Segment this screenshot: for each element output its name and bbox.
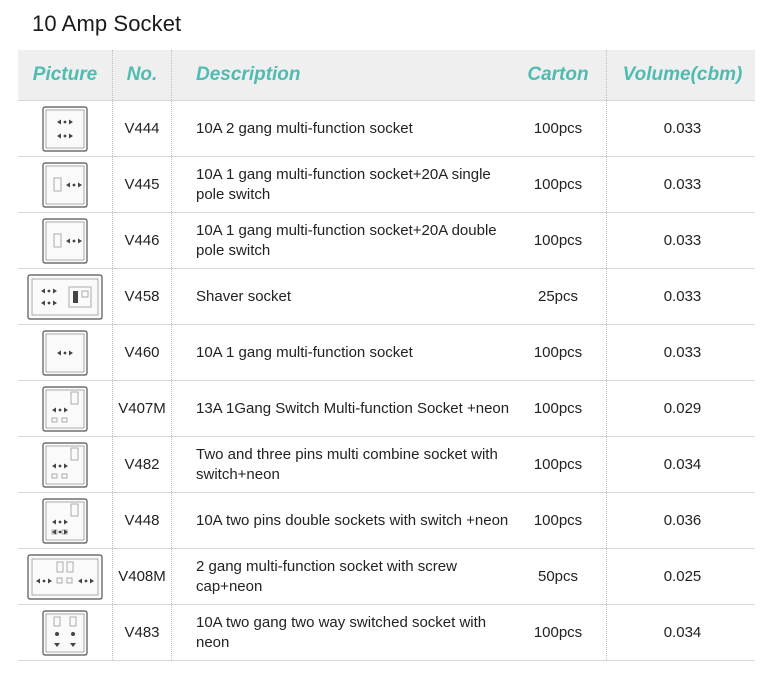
picture-cell	[18, 157, 113, 212]
carton-quantity-cell	[510, 157, 607, 212]
single-socket-plate-icon	[42, 330, 88, 376]
volume-cbm-cell	[607, 157, 758, 212]
product-description: 2 gang multi-function socket with screw cap+neon	[196, 557, 457, 595]
carton-quantity: 100pcs	[533, 344, 583, 361]
volume-cbm-cell	[607, 101, 758, 156]
volume-cbm: 0.033	[663, 344, 702, 361]
product-number: V446	[124, 232, 160, 249]
product-description-cell	[172, 269, 510, 324]
product-description: 10A 2 gang multi-function socket	[196, 119, 413, 137]
table-row	[18, 437, 755, 493]
table-row	[18, 605, 755, 661]
product-number: V460	[124, 344, 160, 361]
carton-quantity: 100pcs	[533, 232, 583, 249]
product-description-cell	[172, 325, 510, 380]
header-picture: Picture	[32, 64, 98, 85]
header-no: No.	[126, 64, 158, 85]
picture-cell	[18, 437, 113, 492]
table-body	[18, 101, 755, 661]
product-number-cell	[113, 101, 172, 156]
carton-quantity-cell	[510, 549, 607, 604]
volume-cbm-cell	[607, 269, 758, 324]
table-row	[18, 325, 755, 381]
socket-switch-plate-icon	[42, 218, 88, 264]
page-title: 10 Amp Socket	[32, 11, 182, 36]
carton-quantity: 100pcs	[533, 120, 583, 137]
product-number-cell	[113, 269, 172, 324]
product-number: V458	[124, 288, 160, 305]
double-socket-plate-icon	[42, 106, 88, 152]
carton-quantity-cell	[510, 213, 607, 268]
volume-cbm-cell	[607, 213, 758, 268]
carton-quantity-cell	[510, 381, 607, 436]
picture-cell	[18, 325, 113, 380]
carton-quantity: 100pcs	[533, 176, 583, 193]
product-description: 10A 1 gang multi-function socket+20A double pole switch	[196, 221, 497, 259]
shaver-socket-plate-icon	[27, 274, 103, 320]
volume-cbm-cell	[607, 549, 758, 604]
carton-quantity-cell	[510, 269, 607, 324]
combine-socket-switch-plate-icon	[42, 442, 88, 488]
picture-cell	[18, 213, 113, 268]
table-row	[18, 157, 755, 213]
picture-cell	[18, 605, 113, 660]
double-socket-switch-plate-icon	[42, 498, 88, 544]
volume-cbm-cell	[607, 493, 758, 548]
product-description: 13A 1Gang Switch Multi-function Socket +neon	[196, 399, 510, 417]
product-description: Two and three pins multi combine socket with switch+neon	[196, 445, 498, 483]
volume-cbm: 0.033	[663, 120, 702, 137]
carton-quantity-cell	[510, 437, 607, 492]
table-row	[18, 493, 755, 549]
volume-cbm: 0.029	[663, 400, 702, 417]
product-number-cell	[113, 213, 172, 268]
carton-quantity: 50pcs	[537, 568, 579, 585]
table-row	[18, 549, 755, 605]
product-number-cell	[113, 437, 172, 492]
product-number-cell	[113, 605, 172, 660]
product-description-cell	[172, 213, 510, 268]
product-number-cell	[113, 325, 172, 380]
product-description-cell	[172, 437, 510, 492]
product-number-cell	[113, 549, 172, 604]
product-number-cell	[113, 381, 172, 436]
volume-cbm-cell	[607, 605, 758, 660]
carton-quantity-cell	[510, 493, 607, 548]
table-row	[18, 101, 755, 157]
table-row	[18, 269, 755, 325]
header-no-cell	[113, 50, 172, 100]
carton-quantity-cell	[510, 605, 607, 660]
product-number: V445	[124, 176, 160, 193]
picture-cell	[18, 381, 113, 436]
picture-cell	[18, 549, 113, 604]
carton-quantity: 100pcs	[533, 400, 583, 417]
volume-cbm: 0.033	[663, 232, 702, 249]
volume-cbm-cell	[607, 381, 758, 436]
product-number: V408M	[118, 568, 166, 585]
header-carton-cell	[510, 50, 607, 100]
product-number: V482	[124, 456, 160, 473]
volume-cbm-cell	[607, 325, 758, 380]
product-number-cell	[113, 157, 172, 212]
volume-cbm: 0.033	[663, 176, 702, 193]
product-description-cell	[172, 549, 510, 604]
header-volume: Volume(cbm)	[622, 64, 743, 85]
header-volume-cell	[607, 50, 758, 100]
product-description-cell	[172, 605, 510, 660]
carton-quantity: 100pcs	[533, 456, 583, 473]
table-row	[18, 381, 755, 437]
picture-cell	[18, 101, 113, 156]
header-description: Description	[196, 64, 301, 85]
volume-cbm: 0.034	[663, 456, 702, 473]
two-way-switched-socket-plate-icon	[42, 610, 88, 656]
volume-cbm: 0.033	[663, 288, 702, 305]
product-description: 10A 1 gang multi-function socket	[196, 343, 413, 361]
carton-quantity: 100pcs	[533, 624, 583, 641]
product-number: V444	[124, 120, 160, 137]
product-description-cell	[172, 381, 510, 436]
product-description: 10A 1 gang multi-function socket+20A single pole switch	[196, 165, 491, 203]
product-description: 10A two gang two way switched socket with neon	[196, 613, 487, 651]
product-description: Shaver socket	[196, 287, 292, 305]
carton-quantity: 100pcs	[533, 512, 583, 529]
carton-quantity-cell	[510, 101, 607, 156]
product-number: V407M	[118, 400, 166, 417]
picture-cell	[18, 493, 113, 548]
volume-cbm: 0.036	[663, 512, 702, 529]
product-number-cell	[113, 493, 172, 548]
table-row	[18, 213, 755, 269]
switched-socket-neon-plate-icon	[42, 386, 88, 432]
product-number: V483	[124, 624, 160, 641]
product-description: 10A two pins double sockets with switch +neon	[196, 511, 509, 529]
product-number: V448	[124, 512, 160, 529]
picture-cell	[18, 269, 113, 324]
header-picture-cell	[18, 50, 113, 100]
header-description-cell	[172, 50, 510, 100]
product-description-cell	[172, 157, 510, 212]
volume-cbm: 0.034	[663, 624, 702, 641]
carton-quantity-cell	[510, 325, 607, 380]
carton-quantity: 25pcs	[537, 288, 579, 305]
two-gang-socket-neon-plate-icon	[27, 554, 103, 600]
volume-cbm-cell	[607, 437, 758, 492]
product-table	[18, 50, 755, 661]
header-carton: Carton	[527, 64, 589, 85]
product-description-cell	[172, 493, 510, 548]
product-description-cell	[172, 101, 510, 156]
table-header	[18, 50, 755, 101]
volume-cbm: 0.025	[663, 568, 702, 585]
socket-switch-plate-icon	[42, 162, 88, 208]
